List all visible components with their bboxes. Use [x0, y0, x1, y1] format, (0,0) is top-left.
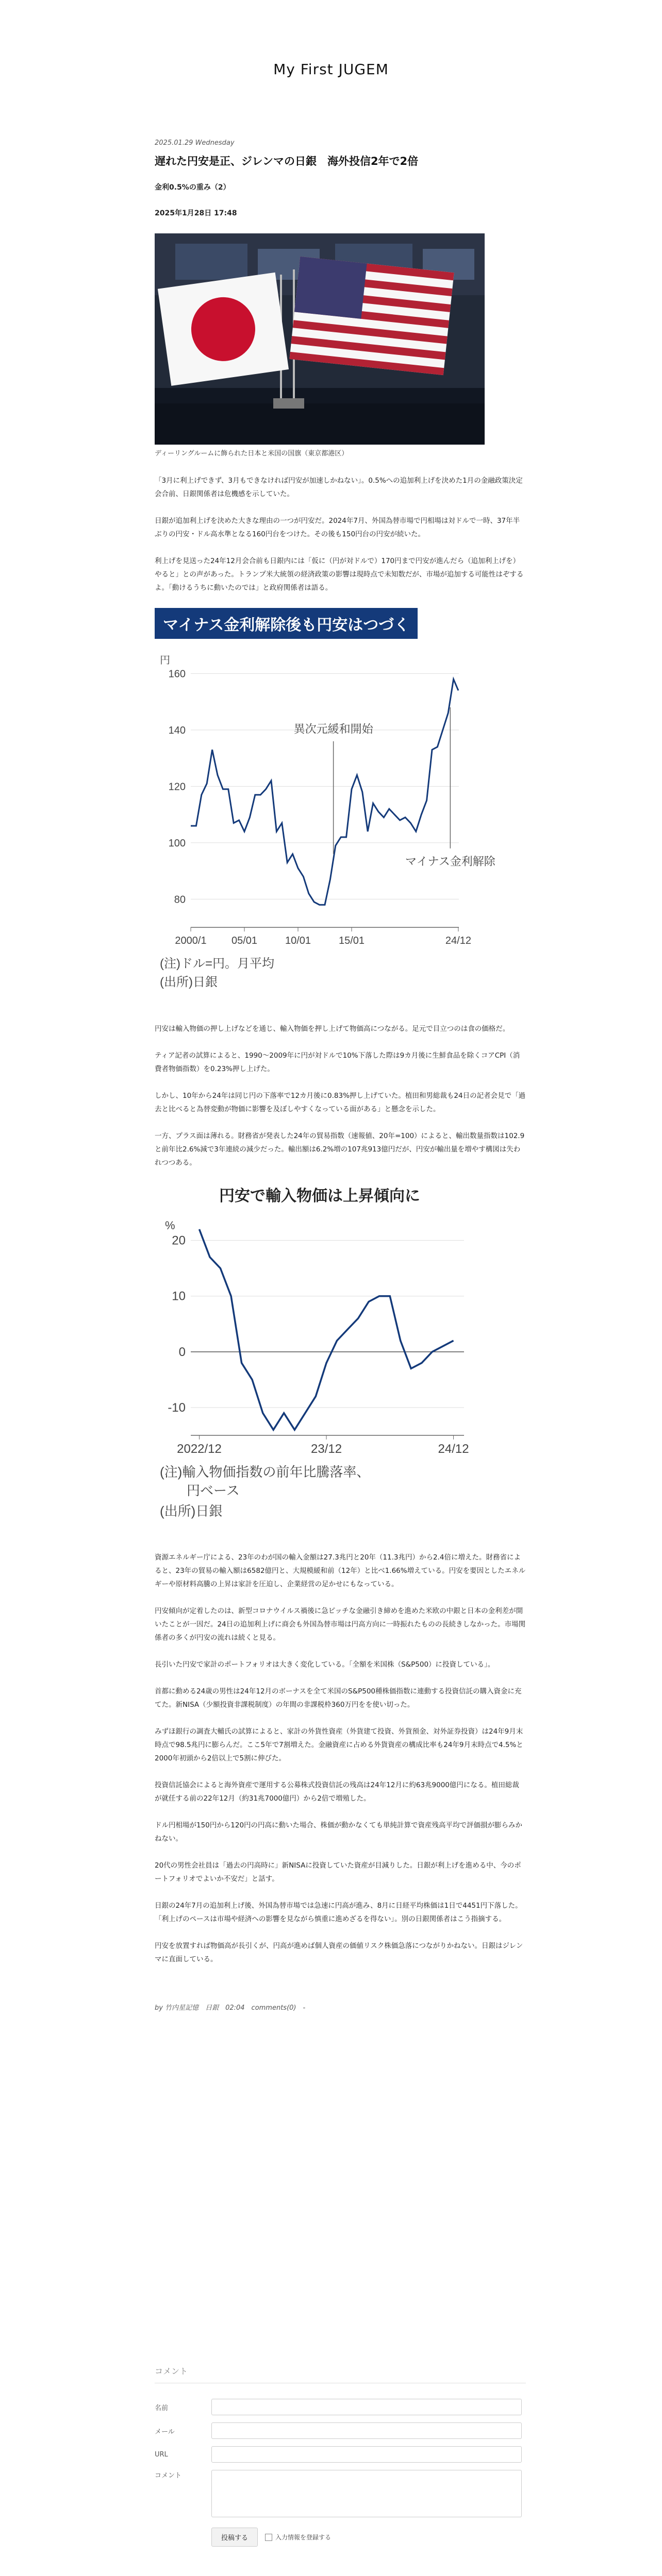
- submit-button[interactable]: 投稿する: [211, 2528, 258, 2547]
- paragraph: 「3月に利上げできず、3月もできなければ円安が加速しかねない」。0.5%への追加利上げを決めた1月の金融政策決定会合前、日銀関係者は危機感を示していた。: [155, 477, 523, 498]
- name-label: 名前: [155, 2404, 169, 2412]
- article: [155, 139, 526, 2084]
- y-unit-label: %: [165, 1219, 175, 1232]
- entry-meta[interactable]: by 竹内星記憶 日銀 02:04 comments(0) -: [155, 2004, 306, 2012]
- usd-jpy-line: [191, 679, 458, 905]
- published-time: 2025年1月28日 17:48: [155, 209, 237, 217]
- comment-section: [155, 2365, 526, 2547]
- paragraph: 長引いた円安で家計のポートフォリオは大きく変化している。「全額を米国株（S&P500）に投資している」。: [155, 1660, 495, 1669]
- paragraph: 20代の男性会社員は「過去の円高時に」新NISAに投資していた資産が目減りした。日銀が利上げを進める中、今のポートフォリオでよいか不安だ」と話す。: [155, 1861, 521, 1883]
- paragraph: 日銀の24年7月の追加利上げ後、外国為替市場では急速に円高が進み、8月に日経平均株価は1日で4451円下落した。「利上げのペースは市場や経済への影響を見ながら慎重に進めざるを得ない」。別の日銀関係者はこう指摘する。: [155, 1902, 522, 1923]
- y-tick-label: -10: [168, 1400, 186, 1415]
- paragraph: 円安は輸入物価の押し上げなどを通じ、輸入物価を押し上げて物価高につながる。足元で目立つのは食の価格だ。: [155, 1025, 510, 1033]
- y-tick-label: 140: [168, 724, 186, 736]
- x-tick-label: 2022/12: [177, 1442, 222, 1456]
- flags-photo: [155, 233, 485, 445]
- chart2-title: 円安で輸入物価は上昇傾向に: [219, 1187, 420, 1205]
- chart1-header: マイナス金利解除後も円安はつづく: [155, 608, 418, 639]
- paragraph: みずほ銀行の調査大輔氏の試算によると、家計の外貨性資産（外貨建て投資、外貨預金、対外証券投資）は24年9月末時点で98.5兆円に膨らんだ。ここ5年で7割増えた。金融資産に占める外貨資産の構成比率も24年9月末時点で4.5%と2000年初頭から2倍以上で5割に伸びた。: [155, 1727, 523, 1762]
- paragraph: しかし、10年から24年は同じ円の下落率で12カ月後に0.83%押し上げていた。植田和男総裁も24日の記者会見で「過去と比べると為替変動が物価に影響を及ぼしやすくなっている面がある」と懸念を示した。: [155, 1092, 526, 1113]
- x-tick-label: 2000/1: [175, 935, 207, 946]
- annotation-label-2: マイナス金利解除: [405, 855, 495, 868]
- paragraph: 資源エネルギー庁による、23年のわが国の輸入金額は27.3兆円と20年（11.3兆円）から2.4倍に増えた。財務省によると、23年の貿易の輸入額は6582億円と、大規模緩和前（12年）と比べ1.66%増えている。円安を要因としたエネルギーや原材料高騰の上昇は家計を圧迫し、企業経営の足かせにもなっている。: [155, 1553, 526, 1588]
- y-tick-label: 160: [168, 668, 186, 680]
- photo-caption: ディーリングルームに飾られた日本と米国の国旗（東京都港区）: [155, 450, 349, 457]
- import-price-chart: [155, 1183, 526, 1530]
- paragraph: ドル円相場が150円から120円の円高に動いた場合、株価が動かなくても単純計算で資産残高平均で評価損が膨らみかねない。: [155, 1821, 523, 1843]
- chart-note-cont: 円ベース: [187, 1483, 240, 1498]
- chart-note: (注)ドル=円。月平均: [160, 957, 274, 971]
- y-tick-label: 20: [172, 1233, 186, 1248]
- url-input[interactable]: [211, 2446, 522, 2463]
- comment-label: コメント: [155, 2472, 182, 2480]
- y-tick-label: 80: [174, 894, 186, 906]
- remember-option[interactable]: [265, 2533, 331, 2541]
- paragraph: 円安傾向が定着したのは、新型コロナウイルス禍後に急ピッチな金融引き締めを進めた米欧の中銀と日本の金利差が開いたことが一因だ。24日の追加利上げに商会も外国為替市場は円高方向に一時振れたものの長続きしなかった。市場関係者の多くが円安の流れは続くと見る。: [155, 1607, 526, 1642]
- paragraph: 首都に動める24歳の男性は24年12月のボーナスを全て米国のS&P500種株価指数に連動する投資信託の購入資金に充てた。新NISA（少額投資非課税制度）の年間の非課税枠360万円をを使い切った。: [155, 1687, 522, 1709]
- y-tick-label: 0: [178, 1345, 186, 1359]
- comment-textarea[interactable]: [211, 2470, 522, 2517]
- y-tick-label: 100: [168, 837, 186, 849]
- article-subhead: 金利0.5%の重み（2）: [155, 183, 230, 192]
- chart-source: (出所)日銀: [160, 975, 218, 989]
- y-unit-label: 円: [160, 655, 170, 666]
- y-tick-label: 10: [172, 1289, 186, 1303]
- x-tick-label: 24/12: [438, 1442, 469, 1456]
- y-tick-label: 120: [168, 781, 186, 793]
- article-date: 2025.01.29 Wednesday: [155, 139, 235, 147]
- annotation-label-1: 異次元緩和開始: [293, 722, 373, 736]
- article-title[interactable]: 遅れた円安是正、ジレンマの日銀 海外投信2年で2倍: [155, 155, 419, 167]
- paragraph: 日銀が追加利上げを決めた大きな理由の一つが円安だ。2024年7月、外国為替市場で円相場は対ドルで一時、37年半ぶりの円安・ドル高水準となる160円台をつけた。その後も150円台の円安が続いた。: [155, 517, 520, 538]
- blog-title[interactable]: My First JUGEM: [273, 61, 389, 78]
- paragraph: ティア記者の試算によると、1990〜2009年に円が対ドルで10%下落した際は9カ月後に生鮮食品を除くコアCPI（消費者物価指数）を0.23%押し上げた。: [155, 1052, 520, 1073]
- remember-label: 入力情報を登録する: [275, 2534, 332, 2541]
- name-input[interactable]: [211, 2399, 522, 2415]
- remember-checkbox[interactable]: [265, 2534, 272, 2541]
- x-tick-label: 10/01: [285, 935, 311, 946]
- x-tick-label: 05/01: [231, 935, 258, 946]
- usd-jpy-chart-svg: [155, 639, 495, 999]
- email-input[interactable]: [211, 2422, 522, 2439]
- paragraph: 投資信託協会によると海外資産で運用する公募株式投資信託の残高は24年12月に約63兆9000億円になる。植田総裁が就任する前の22年12月（約31兆7000億円）から2倍で増殖した。: [155, 1781, 519, 1803]
- email-label: メール: [155, 2428, 175, 2436]
- x-tick-label: 24/12: [445, 935, 471, 946]
- comment-title: コメント: [155, 2365, 526, 2383]
- paragraph: 一方、プラス面は薄れる。財務省が発表した24年の貿易指数（速報値、20年=100）によると、輸出数量指数は102.9と前年比2.6%減で3年連続の減少だった。輸出額は6.2%増の107兆913億円だが、円安が輸出量を増やす構図は失われつつある。: [155, 1132, 525, 1167]
- usd-jpy-chart: [155, 608, 526, 1002]
- x-tick-label: 15/01: [338, 935, 365, 946]
- import-price-line: [200, 1229, 454, 1430]
- import-price-chart-svg: [155, 1209, 485, 1528]
- chart-note: (注)輸入物価指数の前年比騰落率、: [160, 1464, 370, 1480]
- paragraph: 利上げを見送った24年12月会合前も日銀内には「仮に（円が対ドルで）170円まで円安が進んだら（追加利上げを）やると」との声があった。トランプ米大統領の経済政策の影響は現時点で未知数だが、市場が追加する可能性はぞするよ。「動けるうちに動いたのでは」と政府関係者は語る。: [155, 557, 524, 592]
- chart-source: (出所)日銀: [160, 1503, 223, 1519]
- x-tick-label: 23/12: [310, 1442, 342, 1456]
- paragraph: 円安を放置すれば物価高が長引くが、円高が進めば個人資産の価値リスク株価急落につながりかねない。日銀はジレンマに直面している。: [155, 1942, 523, 1963]
- url-label: URL: [155, 2450, 168, 2459]
